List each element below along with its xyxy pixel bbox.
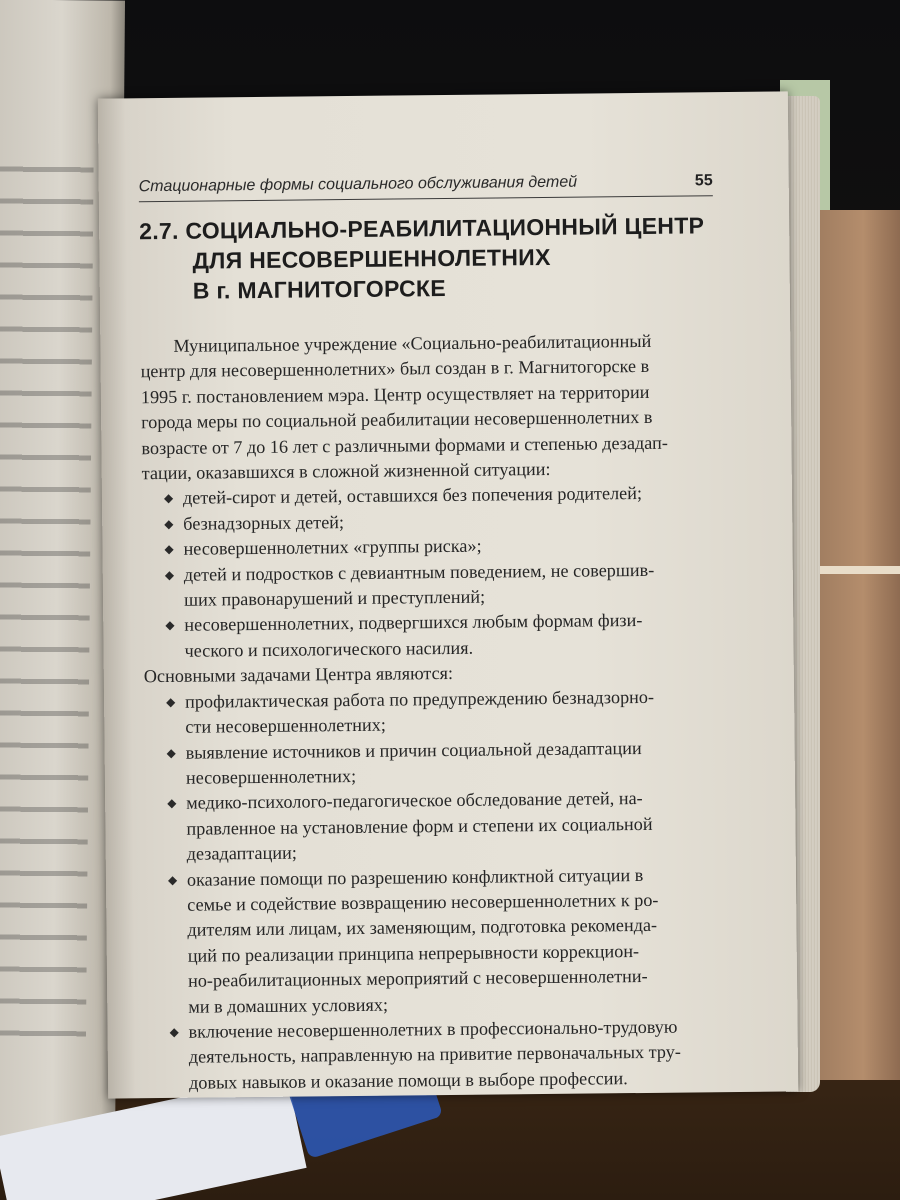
diamond-bullet-icon: ◆ [166, 745, 176, 760]
tasks-heading: Основными задачами Центра являются: [143, 663, 454, 687]
chapter-title [139, 210, 740, 306]
body-text [140, 328, 728, 1096]
chapter-title-line: 2.7. СОЦИАЛЬНО-РЕАБИЛИТАЦИОННЫЙ ЦЕНТР [139, 212, 705, 245]
list-item-text: медико-психолого-педагогическое обследование детей, на- [186, 788, 643, 814]
left-page-text-lines [0, 149, 94, 1050]
intro-line: центр для несовершеннолетних» был создан в г. Магнитогорске в [140, 356, 650, 382]
list-item-text: выявление источников и причин социальной дезадаптации [185, 737, 642, 763]
diamond-bullet-icon: ◆ [169, 1024, 179, 1039]
diamond-bullet-icon: ◆ [164, 516, 174, 531]
list-item-continuation: семье и содействие возвращению несовершеннолетних к ро- [187, 889, 659, 915]
intro-line: Муниципальное учреждение «Социально-реабилитационный [173, 330, 652, 356]
list-item-text: включение несовершеннолетних в профессионально-трудовую [188, 1016, 678, 1042]
list-item-continuation: дителям или лицам, их заменяющим, подготовка рекоменда- [187, 915, 658, 941]
list-item-continuation: довых навыков и оказание помощи в выборе профессии. [188, 1067, 628, 1093]
list-item-continuation: ми в домашних условиях; [188, 994, 389, 1017]
intro-line: города меры по социальной реабилитации несовершеннолетних в [141, 407, 653, 433]
list-item-text: оказание помощи по разрешению конфликтной ситуации в [186, 864, 644, 890]
book-page [98, 91, 798, 1098]
list-item-text: детей-сирот и детей, оставшихся без попечения родителей; [182, 483, 643, 509]
book-cover-edge [808, 210, 900, 1080]
list-item-continuation: ших правонарушений и преступлений; [183, 586, 486, 610]
list-item-text: несовершеннолетних «группы риска»; [183, 535, 482, 560]
diamond-bullet-icon: ◆ [164, 542, 174, 557]
running-head-title: Стационарные формы социального обслуживания детей [138, 173, 578, 196]
list-item-continuation: деятельность, направленную на привитие первоначальных тру- [188, 1041, 681, 1068]
list-item-text: несовершеннолетних, подвергшихся любым формам физи- [184, 610, 643, 636]
list-item-continuation: но-реабилитационных мероприятий с несовершеннолетни- [187, 966, 648, 991]
intro-line: тации, оказавшихся в сложной жизненной ситуации: [141, 458, 551, 484]
running-head [139, 165, 713, 202]
list-item-text: детей и подростков с девиантным поведением, не совершив- [183, 559, 655, 585]
list-item-text: профилактическая работа по предупреждению безнадзорно- [184, 686, 655, 712]
diamond-bullet-icon: ◆ [167, 872, 178, 887]
diamond-bullet-icon: ◆ [163, 491, 174, 506]
list-item-text: безнадзорных детей; [183, 511, 345, 534]
diamond-bullet-icon: ◆ [165, 618, 175, 633]
intro-line: возрасте от 7 до 16 лет с различными формами и степенью дезадап- [141, 432, 668, 458]
list-item-continuation: ций по реализации принципа непрерывности коррекцион- [187, 940, 640, 966]
chapter-title-line: ДЛЯ НЕСОВЕРШЕННОЛЕТНИХ [192, 243, 551, 274]
list-item-continuation: дезадаптации; [186, 842, 297, 864]
list-item-continuation: несовершеннолетних; [185, 765, 357, 788]
page-number: 55 [694, 172, 713, 190]
list-item-continuation: правленное на установление форм и степени их социальной [186, 813, 653, 839]
diamond-bullet-icon: ◆ [167, 796, 177, 811]
chapter-title-line: В г. МАГНИТОГОРСКЕ [192, 275, 447, 304]
diamond-bullet-icon: ◆ [164, 567, 175, 582]
cover-stripe [818, 566, 900, 574]
diamond-bullet-icon: ◆ [166, 694, 176, 709]
list-item-continuation: ческого и психологического насилия. [184, 637, 474, 661]
intro-line: 1995 г. постановлением мэра. Центр осуществляет на территории [140, 381, 650, 408]
list-item-continuation: сти несовершеннолетних; [185, 714, 386, 737]
